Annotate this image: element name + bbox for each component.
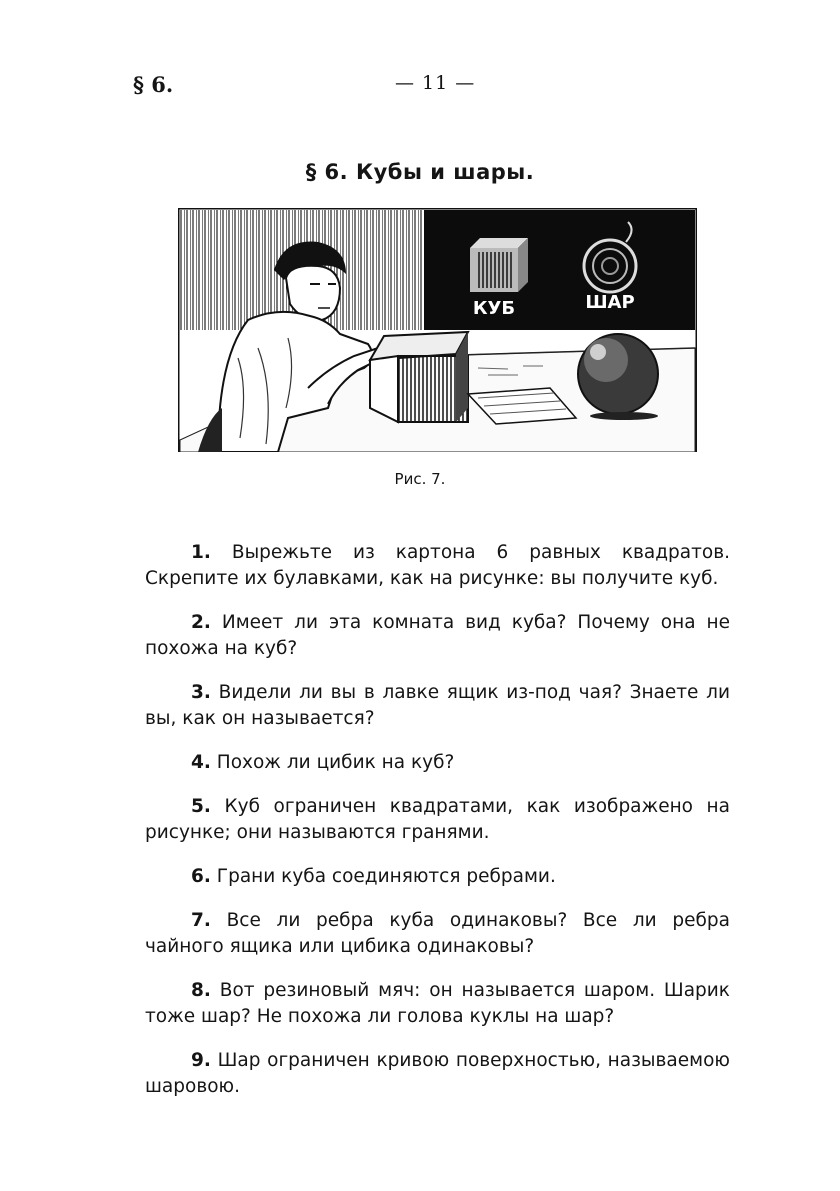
table-cube bbox=[370, 332, 468, 422]
board-cube-drawing bbox=[470, 238, 528, 292]
list-item: 9. Шар ограничен кривою поверхностью, называемою шаровою. bbox=[145, 1050, 730, 1097]
list-item: 3. Видели ли вы в лавке ящик из-под чая? Знаете ли вы, как он называется? bbox=[145, 682, 730, 729]
figure-caption: Рис. 7. bbox=[394, 470, 446, 488]
list-item: 5. Куб ограничен квадратами, как изображено на рисунке; они называются гранями. bbox=[145, 796, 730, 843]
list-item: 8. Вот резиновый мяч: он называется шаром. Шарик тоже шар? Не похожа ли голова куклы на шар? bbox=[145, 980, 730, 1027]
board-label-sphere: ШАР bbox=[585, 292, 635, 313]
blackboard bbox=[424, 210, 695, 330]
list-item: 7. Все ли ребра куба одинаковы? Все ли ребра чайного ящика или цибика одинаковы? bbox=[145, 910, 730, 957]
exercise-list bbox=[145, 540, 730, 1118]
list-item: 4. Похож ли цибик на куб? bbox=[191, 752, 455, 773]
list-item: 6. Грани куба соединяются ребрами. bbox=[191, 866, 556, 887]
section-title: § 6. Кубы и шары. bbox=[305, 160, 535, 184]
list-item: 2. Имеет ли эта комната вид куба? Почему она не похожа на куб? bbox=[145, 612, 730, 659]
page-number: — 11 — bbox=[395, 72, 476, 94]
board-label-cube: КУБ bbox=[472, 298, 516, 319]
list-item: 1. Вырежьте из картона 6 равных квадратов. Скрепите их булавками, как на рисунке: вы получите куб. bbox=[145, 542, 731, 589]
illustration-figure bbox=[178, 208, 697, 452]
section-mark: § 6. bbox=[133, 72, 174, 97]
